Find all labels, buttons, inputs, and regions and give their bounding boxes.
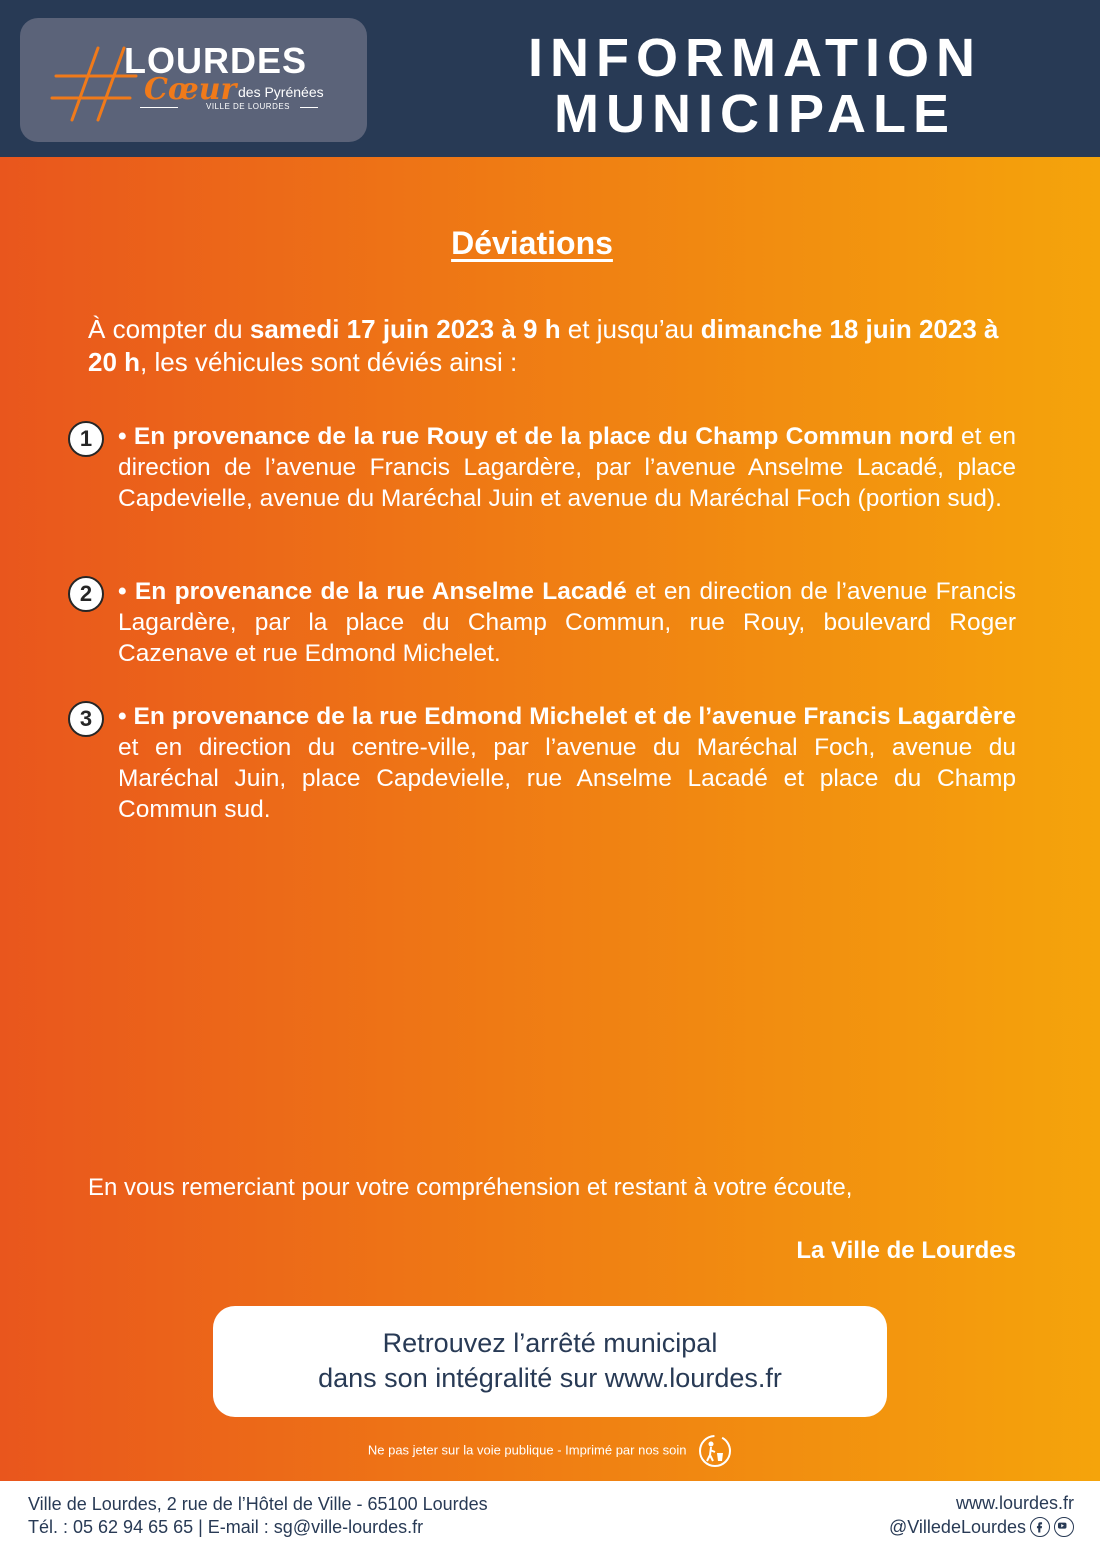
item-body-text: et en direction de l’avenue Francis Lagardère, par la place du Champ Commun, rue Rouy, boulevard Roger Cazenave et rue Edmond Michelet.: [118, 578, 1016, 667]
page-title: [528, 30, 982, 142]
litter-bin-icon: [698, 1434, 732, 1468]
footer-address: Ville de Lourdes, 2 rue de l’Hôtel de Ville - 65100 Lourdes: [28, 1494, 488, 1514]
item-text: [118, 576, 1016, 669]
item-body-text: et en direction de l’avenue Francis Lagardère, par l’avenue Anselme Lacadé, place Capdevielle, avenue du Maréchal Juin et avenue du Maréchal Foch (portion sud).: [118, 423, 1016, 512]
print-notice-text: Ne pas jeter sur la voie publique - Imprimé par nos soin: [367, 1442, 687, 1458]
item-number-badge: 2: [68, 576, 104, 612]
cta-line-2[interactable]: dans son intégralité sur www.lourdes.fr: [318, 1363, 782, 1393]
decree-link-box[interactable]: [213, 1306, 887, 1417]
city-logo[interactable]: [20, 18, 367, 142]
item-number-badge: 3: [68, 701, 104, 737]
item-bold-text: • En provenance de la rue Anselme Lacadé: [118, 578, 627, 605]
title-line-2: MUNICIPALE: [554, 84, 957, 144]
print-notice: [0, 1433, 1100, 1468]
facebook-icon[interactable]: [1030, 1517, 1050, 1537]
item-number-badge: 1: [68, 421, 104, 457]
youtube-icon[interactable]: [1054, 1517, 1074, 1537]
signature: La Ville de Lourdes: [796, 1237, 1016, 1264]
main-content: [0, 157, 1100, 1481]
logo-lourdes-text: LOURDES: [124, 40, 308, 81]
heading-text: Déviations: [451, 225, 613, 261]
intro-text: et jusqu’au: [560, 314, 701, 344]
logo-divider: [140, 107, 178, 108]
item-text: [118, 421, 1016, 514]
logo-divider: [300, 107, 318, 108]
item-text: [118, 701, 1016, 825]
logo-coeur-text: Cœur: [144, 72, 237, 107]
intro-end-date: dimanche 18 juin 2023 à 20 h: [88, 314, 999, 377]
social-handle[interactable]: @VilledeLourdes: [888, 1517, 1026, 1537]
footer-contact: [28, 1493, 488, 1539]
intro-text: , les véhicules sont déviés ainsi :: [140, 347, 518, 377]
footer-website-link[interactable]: www.lourdes.fr: [955, 1493, 1074, 1513]
closing-text: En vous remerciant pour votre compréhension et restant à votre écoute,: [88, 1174, 853, 1201]
logo-ville-text: VILLE DE LOURDES: [205, 102, 291, 111]
item-body-text: et en direction du centre-ville, par l’avenue du Maréchal Foch, avenue du Maréchal Juin, place Capdevielle, rue Anselme Lacadé et place du Champ Commun sud.: [118, 734, 1016, 823]
footer-social: [889, 1515, 1074, 1539]
item-bold-text: • En provenance de la rue Edmond Michelet et de l’avenue Francis Lagardère: [118, 703, 1016, 730]
footer-phone-email[interactable]: Tél. : 05 62 94 65 65 | E-mail : sg@ville-lourdes.fr: [28, 1517, 424, 1537]
header-banner: [0, 0, 1100, 157]
cta-line-1: Retrouvez l’arrêté municipal: [382, 1328, 718, 1358]
title-line-1: INFORMATION: [528, 28, 982, 88]
intro-paragraph: [88, 313, 1018, 379]
logo-pyrenees-text: des Pyrénées: [238, 84, 324, 100]
footer-web: [889, 1491, 1074, 1539]
section-heading: [0, 225, 1100, 262]
footer: [0, 1481, 1100, 1556]
item-bold-text: • En provenance de la rue Rouy et de la place du Champ Commun nord: [118, 423, 954, 450]
intro-text: À compter du: [88, 314, 250, 344]
intro-start-date: samedi 17 juin 2023 à 9 h: [249, 314, 561, 344]
